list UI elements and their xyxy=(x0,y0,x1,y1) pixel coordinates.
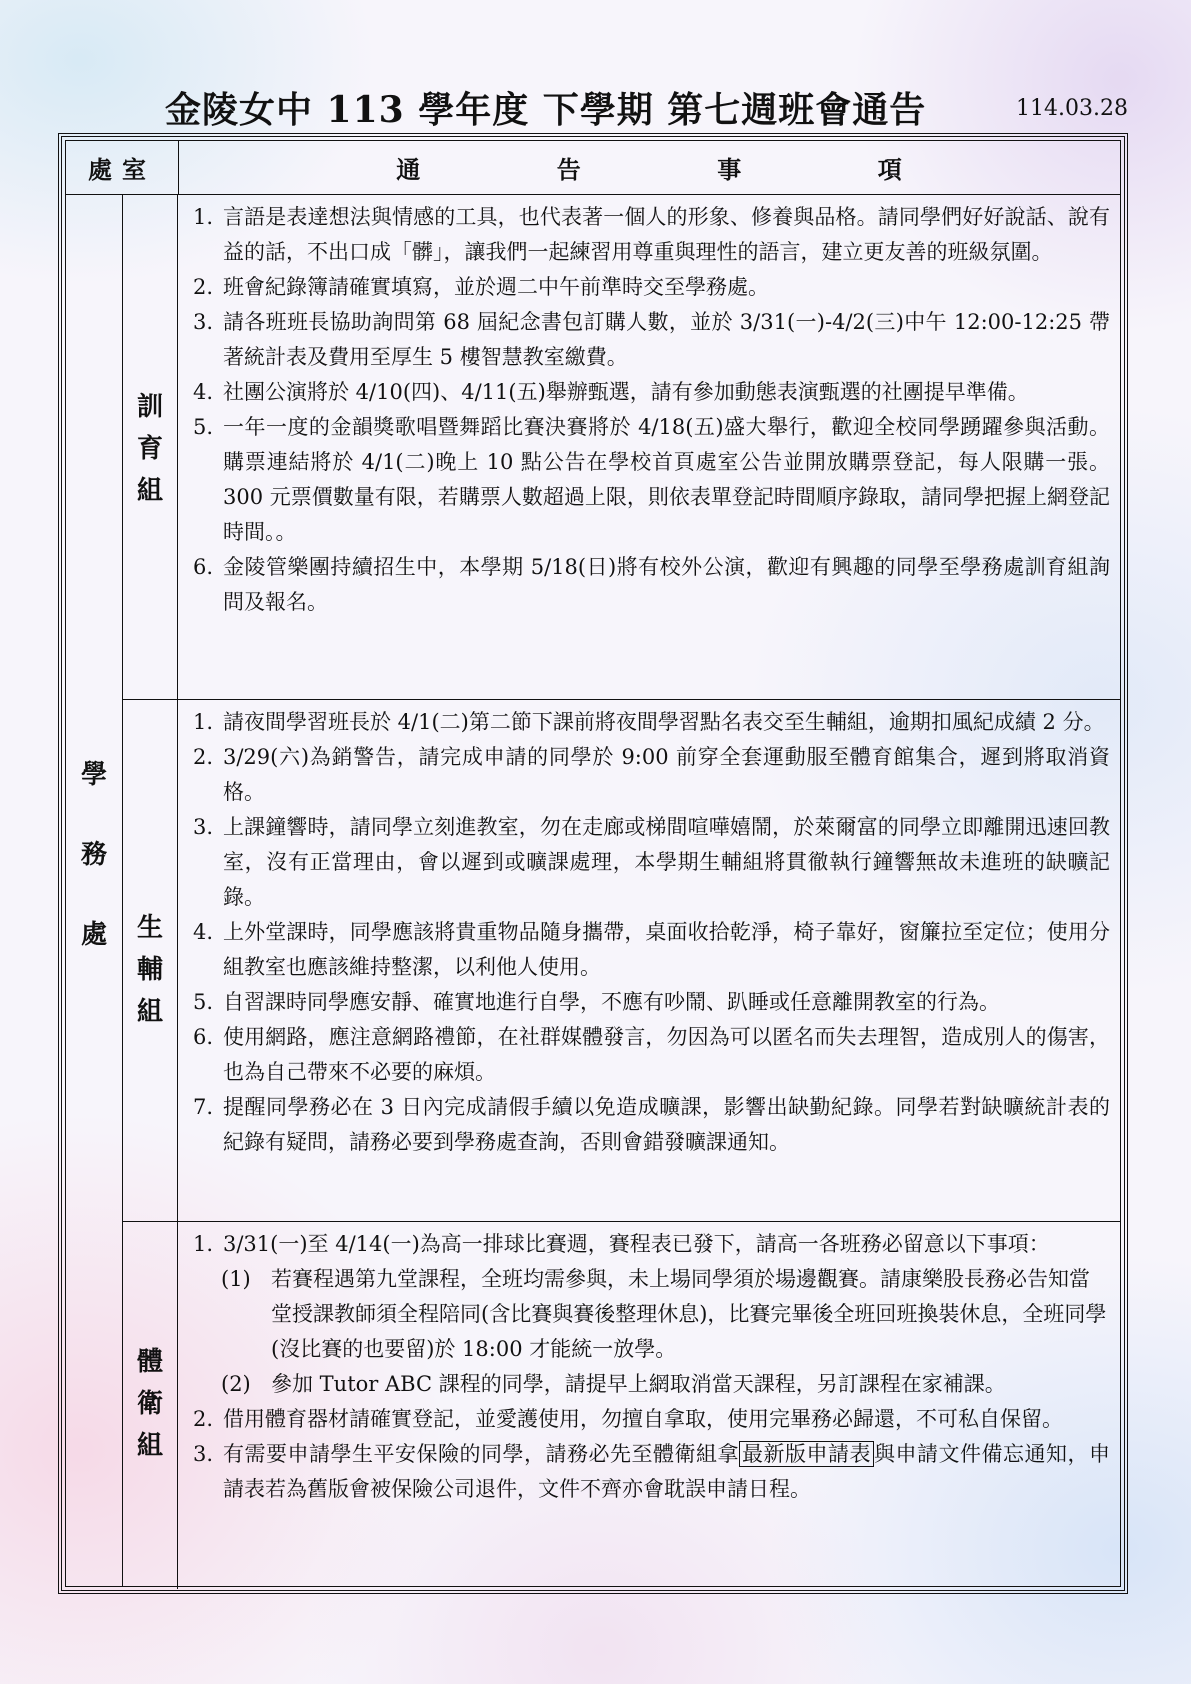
list-item xyxy=(193,375,1110,410)
item-number: 4. xyxy=(193,380,214,404)
group-training xyxy=(122,194,1120,700)
latest-form-label: 最新版申請表 xyxy=(739,1441,874,1467)
notice-date: 114.03.28 xyxy=(1016,96,1128,121)
group-body xyxy=(179,194,1120,699)
item-number: 3. xyxy=(193,1442,214,1466)
group-name-char: 衛 xyxy=(136,1389,163,1419)
page-title: 金陵女中 113 學年度 下學期 第七週班會通告 xyxy=(165,89,927,131)
list-item xyxy=(193,1020,1110,1090)
list-item xyxy=(193,550,1110,620)
item-number: 1. xyxy=(193,205,214,229)
header-items xyxy=(178,141,1120,194)
item-number: 5. xyxy=(193,415,214,439)
group-name-char: 訓 xyxy=(136,392,163,422)
item-text: 使用網路，應注意網路禮節，在社群媒體發言，勿因為可以匿名而失去理智，造成別人的傷害，也為自己帶來不必要的麻煩。 xyxy=(223,1025,1110,1084)
item-text: 言語是表達想法與情感的工具，也代表著一個人的形象、修養與品格。請同學們好好說話、說有益的話，不出口成「髒」，讓我們一起練習用尊重與理性的語言，建立更友善的班級氛圍。 xyxy=(223,205,1110,264)
group-name xyxy=(122,1221,178,1589)
group-name-char: 組 xyxy=(136,1431,163,1461)
item-text: 一年一度的金韻獎歌唱暨舞蹈比賽決賽將於 4/18(五)盛大舉行，歡迎全校同學踴躍參與活動。購票連結將於 4/1(二)晚上 10 點公告在學校首頁處室公告並開放購票登記，每人限購一張。300 元票價數量有限，若購票人數超過上限，則依表單登記時間順序錄取，請同學把握上網登記時間。。 xyxy=(223,415,1110,544)
item-number: 1. xyxy=(193,710,214,734)
sub-item-number: (1) xyxy=(221,1267,251,1291)
list-item xyxy=(193,305,1110,375)
item-text: 自習課時同學應安靜、確實地進行自學，不應有吵鬧、趴睡或任意離開教室的行為。 xyxy=(223,990,1000,1014)
group-name-char: 生 xyxy=(136,913,163,943)
department-char: 處 xyxy=(80,920,107,950)
sub-item xyxy=(193,1367,1110,1402)
item-number: 2. xyxy=(193,275,214,299)
item-text: 金陵管樂團持續招生中，本學期 5/18(日)將有校外公演，歡迎有興趣的同學至學務處訓育組詢問及報名。 xyxy=(223,555,1110,614)
sub-item-number: (2) xyxy=(221,1372,251,1396)
group-body xyxy=(179,699,1120,1221)
item-text: 請夜間學習班長於 4/1(二)第二節下課前將夜間學習點名表交至生輔組，逾期扣風紀成績 2 分。 xyxy=(223,710,1105,734)
header-dept: 處室 xyxy=(66,141,179,194)
list-item xyxy=(193,200,1110,270)
header-char: 通 xyxy=(396,155,421,184)
item-text-after: 與申請文件備忘通知，申請表若為舊版會被保險公司退件，文件不齊亦會耽誤申請日程。 xyxy=(223,1442,1110,1501)
list-item xyxy=(193,915,1110,985)
item-text: 上課鐘響時，請同學立刻進教室，勿在走廊或梯間喧嘩嬉鬧，於萊爾富的同學立即離開迅速回教室，沒有正當理由，會以遲到或曠課處理，本學期生輔組將貫徹執行鐘響無故未進班的缺曠記錄。 xyxy=(223,815,1110,909)
list-item xyxy=(193,705,1110,740)
item-text: 班會紀錄簿請確實填寫，並於週二中午前準時交至學務處。 xyxy=(223,275,769,299)
group-name xyxy=(122,194,178,699)
list-item xyxy=(193,1090,1110,1160)
item-number: 3. xyxy=(193,310,214,334)
item-number: 5. xyxy=(193,990,214,1014)
table-header xyxy=(66,141,1120,195)
list-item xyxy=(193,410,1110,550)
department-char: 學 xyxy=(80,760,107,790)
header xyxy=(0,82,1191,132)
item-text: 請各班班長協助詢問第 68 屆紀念書包訂購人數，並於 3/31(一)-4/2(三)中午 12:00-12:25 帶著統計表及費用至厚生 5 樓智慧教室繳費。 xyxy=(223,310,1110,369)
department-column xyxy=(66,194,123,1586)
department-char: 務 xyxy=(80,840,107,870)
header-char: 告 xyxy=(556,155,581,184)
item-number: 4. xyxy=(193,920,214,944)
header-char: 項 xyxy=(877,155,902,184)
item-text: 社團公演將於 4/10(四)、4/11(五)舉辦甄選，請有參加動態表演甄選的社團提早準備。 xyxy=(223,380,1029,404)
item-text: 3/29(六)為銷警告，請完成申請的同學於 9:00 前穿全套運動服至體育館集合，遲到將取消資格。 xyxy=(223,745,1110,804)
notice-table xyxy=(58,133,1128,1594)
item-number: 6. xyxy=(193,1025,214,1049)
group-name-char: 體 xyxy=(136,1347,163,1377)
group-name-char: 組 xyxy=(136,476,163,506)
list-item xyxy=(193,810,1110,915)
item-number: 2. xyxy=(193,745,214,769)
group-body xyxy=(179,1221,1120,1589)
group-name-char: 輔 xyxy=(136,955,163,985)
group-name-char: 育 xyxy=(136,434,163,464)
group-student-affairs xyxy=(122,699,1120,1222)
sub-item-text: 若賽程遇第九堂課程，全班均需參與，未上場同學須於場邊觀賽。請康樂股長務必告知當堂授課教師須全程陪同(含比賽與賽後整理休息)，比賽完畢後全班回班換裝休息，全班同學(沒比賽的也要留)於 18:00 才能統一放學。 xyxy=(271,1267,1107,1361)
list-item xyxy=(193,1402,1110,1437)
item-number: 2. xyxy=(193,1407,214,1431)
sub-item-text: 參加 Tutor ABC 課程的同學，請提早上網取消當天課程，另訂課程在家補課。 xyxy=(271,1372,1006,1396)
list-item xyxy=(193,270,1110,305)
list-item xyxy=(193,1437,1110,1507)
header-char: 事 xyxy=(717,155,742,184)
item-number: 7. xyxy=(193,1095,214,1119)
group-sports-health xyxy=(122,1221,1120,1589)
item-number: 3. xyxy=(193,815,214,839)
list-item xyxy=(193,740,1110,810)
item-text: 借用體育器材請確實登記，並愛護使用，勿擅自拿取，使用完畢務必歸還，不可私自保留。 xyxy=(223,1407,1063,1431)
item-number: 6. xyxy=(193,555,214,579)
sub-item xyxy=(193,1262,1110,1367)
group-name-char: 組 xyxy=(136,997,163,1027)
item-text: 提醒同學務必在 3 日內完成請假手續以免造成曠課，影響出缺勤紀錄。同學若對缺曠統計表的紀錄有疑問，請務必要到學務處查詢，否則會錯發曠課通知。 xyxy=(223,1095,1110,1154)
item-text-before: 有需要申請學生平安保險的同學，請務必先至體衛組拿 xyxy=(223,1442,739,1466)
group-name xyxy=(122,699,178,1221)
list-item xyxy=(193,985,1110,1020)
item-text: 上外堂課時，同學應該將貴重物品隨身攜帶，桌面收拾乾淨，椅子靠好，窗簾拉至定位；使用分組教室也應該維持整潔，以利他人使用。 xyxy=(223,920,1110,979)
item-text: 3/31(一)至 4/14(一)為高一排球比賽週，賽程表已發下，請高一各班務必留意以下事項： xyxy=(223,1232,1050,1256)
list-item xyxy=(193,1227,1110,1262)
item-number: 1. xyxy=(193,1232,214,1256)
